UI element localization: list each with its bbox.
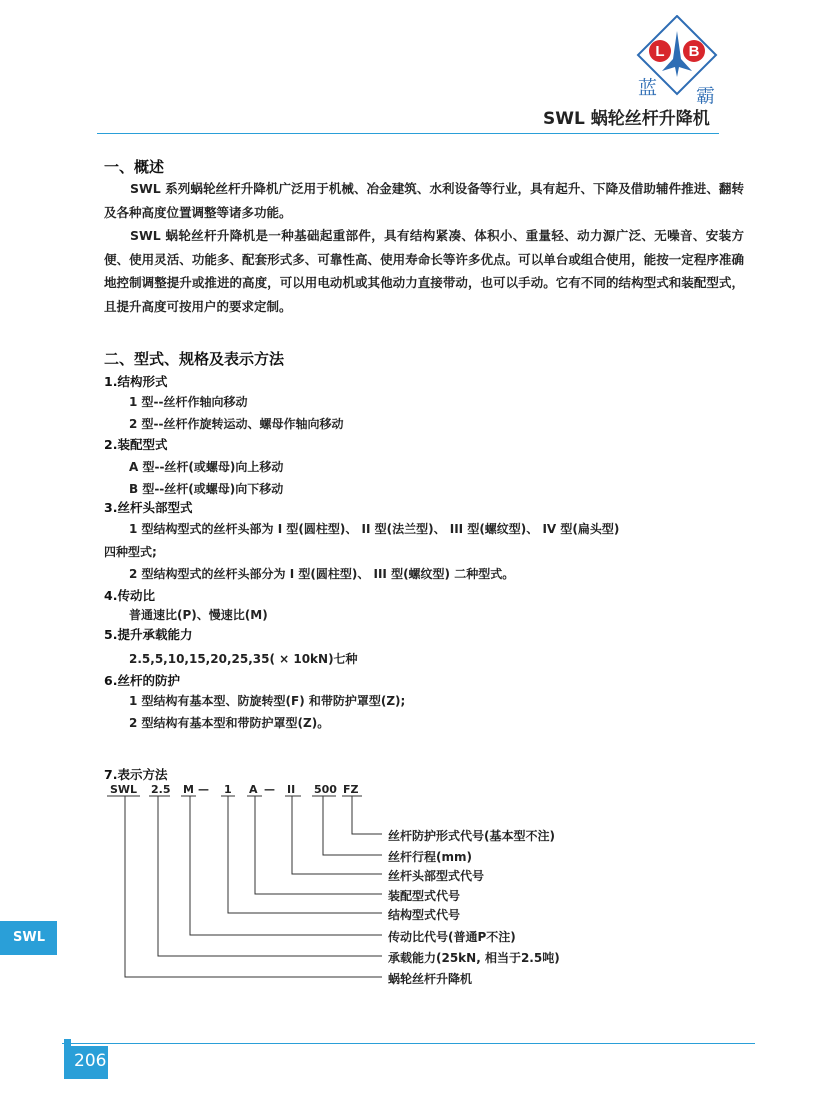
structure-type-1: 1 型--丝杆作轴向移动 — [129, 395, 248, 409]
logo-char-left: 蓝 — [638, 77, 658, 99]
capacity-line: 2.5,5,10,15,20,25,35( × 10kN)七种 — [129, 652, 358, 666]
code-stroke: 500 — [314, 783, 337, 796]
screw-head-heading: 3.丝杆头部型式 — [104, 500, 193, 515]
capacity-heading: 5.提升承载能力 — [104, 627, 193, 642]
legend-protection: 丝杆防护形式代号(基本型不注) — [388, 829, 555, 843]
structure-type-2: 2 型--丝杆作旋转运动、螺母作轴向移动 — [129, 417, 344, 431]
legend-ratio: 传动比代号(普通P不注) — [388, 930, 516, 944]
legend-structure: 结构型式代号 — [388, 908, 461, 922]
logo-char-right: 霸 — [696, 85, 716, 107]
section1-para1: SWL 系列蜗轮丝杆升降机广泛用于机械、冶金建筑、水利设备等行业，具有起升、下降及借助辅件推进、翻转及各种高度位置调整等诸多功能。 — [104, 181, 744, 220]
structure-type-heading: 1.结构形式 — [104, 374, 168, 389]
assembly-type-a: A 型--丝杆(或螺母)向上移动 — [129, 460, 284, 474]
svg-text:B: B — [688, 43, 700, 60]
side-tab-label: SWL — [13, 930, 45, 945]
legend-head: 丝杆头部型式代号 — [388, 869, 485, 883]
code-dash-2: — — [264, 783, 275, 796]
legend-stroke: 丝杆行程(mm) — [388, 850, 472, 864]
code-protection: FZ — [343, 783, 359, 796]
svg-text:L: L — [655, 43, 665, 60]
assembly-type-b: B 型--丝杆(或螺母)向下移动 — [129, 482, 284, 496]
ratio-heading: 4.传动比 — [104, 588, 155, 603]
code-structure: 1 — [224, 783, 232, 796]
protection-line2: 2 型结构有基本型和带防护罩型(Z)。 — [129, 716, 330, 730]
protection-heading: 6.丝杆的防护 — [104, 673, 180, 688]
side-tab-swl[interactable] — [0, 921, 57, 955]
protection-line1: 1 型结构有基本型、防旋转型(F) 和带防护罩型(Z); — [129, 694, 406, 708]
section1-para2: SWL 蜗轮丝杆升降机是一种基础起重部件，具有结构紧凑、体积小、重量轻、动力源广泛、无噪音、安装方便、使用灵活、功能多、配套形式多、可靠性高、使用寿命长等许多优点。可以单台或组合使用，能按一定程序准确地控制调整提升或推进的高度，可以用电动机或其他动力直接带动，也可以手动。它有不同的结构型式和装配型式，且提升高度可按用户的要求定制。 — [104, 228, 744, 314]
screw-head-line1: 1 型结构型式的丝杆头部为 I 型(圆柱型)、 II 型(法兰型)、 III 型(螺纹型)、 IV 型(扁头型) — [129, 522, 620, 536]
legend-assembly: 装配型式代号 — [388, 889, 461, 903]
screw-head-line2: 四种型式; — [104, 545, 157, 559]
header-title: SWL 蜗轮丝杆升降机 — [543, 109, 710, 129]
code-assembly: A — [249, 783, 258, 796]
section1-title: 一、概述 — [104, 158, 165, 176]
legend-capacity: 承载能力(25kN, 相当于2.5吨) — [388, 951, 560, 965]
assembly-type-heading: 2.装配型式 — [104, 437, 168, 452]
designation-heading: 7.表示方法 — [104, 767, 168, 782]
footer-divider — [62, 1043, 755, 1044]
code-swl: SWL — [110, 783, 138, 796]
page-number: 206 — [74, 1051, 107, 1071]
section2-title: 二、型式、规格及表示方法 — [104, 350, 285, 368]
code-ratio: M — [183, 783, 194, 796]
legend-product: 蜗轮丝杆升降机 — [388, 972, 473, 986]
code-dash-1: — — [198, 783, 209, 796]
screw-head-line3: 2 型结构型式的丝杆头部分为 I 型(圆柱型)、 III 型(螺纹型) 二种型式。 — [129, 567, 515, 581]
page-number-box — [64, 1046, 108, 1079]
code-head: II — [287, 783, 296, 796]
ratio-line: 普通速比(P)、慢速比(M) — [129, 608, 268, 622]
code-capacity: 2.5 — [151, 783, 171, 796]
